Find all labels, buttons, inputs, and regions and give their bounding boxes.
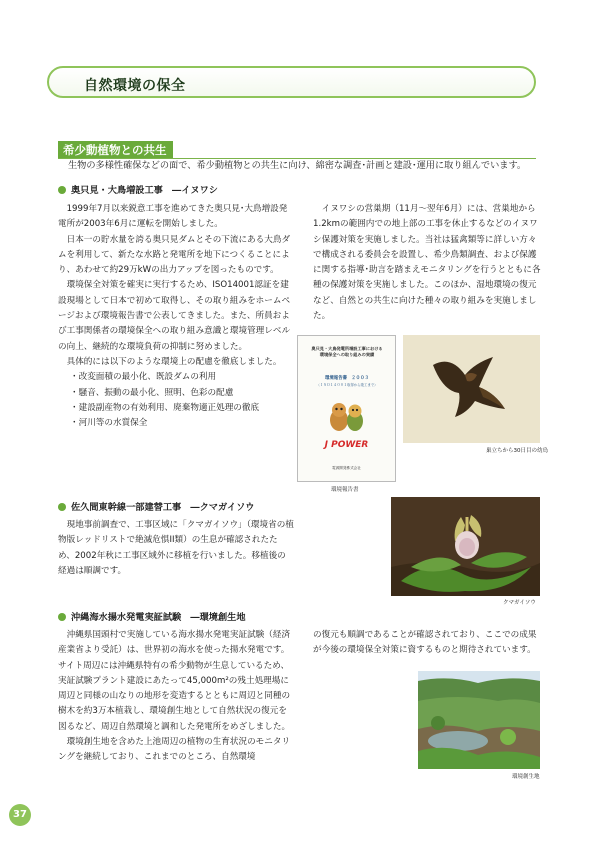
subsection-heading-okutadami: [58, 184, 218, 197]
golden-eagle-image: [403, 335, 540, 443]
section-label: 希少動植物との共生: [58, 141, 173, 159]
okutadami-body: [58, 202, 294, 431]
report-cover-publisher: 電源開発株式会社: [332, 466, 361, 470]
list-item: ・改変面積の最小化、既設ダムの利用: [70, 372, 217, 383]
measures-list: [58, 370, 294, 431]
eagle-caption: 巣立ちから30日目の幼鳥: [486, 448, 548, 454]
okutadami-right-text: イヌワシの営巣期（11月～翌年6月）には、営巣地から1.2kmの範囲内での地上部の工事を休止するなどのイヌワシ保護対策を実施しました。当社は猛禽類等に詳しい方々で構成される委員会を設置し、希少鳥類調査、および保護に関する指導･助言を踏まえモニタリングを行うとともに各種の保護対策を実施しました。このほか、湿地環境の復元など、自然との共生に向けた種々の取り組みを実施しました。: [313, 204, 541, 322]
wetland-image: [418, 671, 540, 769]
report-cover-title: 奥只見・大鳥発電所増設工事における: [311, 346, 383, 351]
orchid-photo: [391, 497, 540, 596]
subsection-heading-sakuma: [58, 501, 254, 514]
kumagaiso-orchid-image: [391, 497, 540, 596]
paragraph: 環境保全対策を確実に実行するため、ISO14001認証を建設現場として日本で初めて取得し、その取り組みをホームページおよび環境報告書で公表してきました。また、所員および工事関係者の環境保全への取り組み意識と環境管理レベルの向上、継続的な環境負荷の抑制に努めました。: [58, 280, 291, 352]
sakuma-body: 現地事前調査で、工事区域に「クマガイソウ」（環境省の植物版レッドリストで絶滅危惧II類）の生息が確認されたため、2002年秋に工事区域外に移植を行いました。移植後の経過は順調です。: [58, 520, 294, 576]
paragraph: 日本一の貯水量を誇る奥只見ダムとその下流にある大鳥ダムを利用して、新たな水路と発電所を地下につくることにより、あわせて約29万kWの出力アップを図ったものです。: [58, 234, 291, 276]
page-number: 37: [9, 804, 31, 826]
section-intro: 生物の多様性確保などの面で、希少動植物との共生に向け、綿密な調査･計画と建設･運用に取り組んでいます。: [68, 160, 527, 171]
bullet-icon: [58, 503, 66, 511]
report-caption: 環境報告書: [331, 487, 359, 493]
subsection-heading-text: 佐久間東幹線一部建替工事 ―クマガイソウ: [71, 502, 255, 513]
okinawa-right-text: の復元も順調であることが確認されており、ここでの成果が今後の環境保全対策に資するものと期待されています。: [313, 630, 537, 656]
subsection-heading-okinawa: [58, 611, 246, 624]
list-item: ・河川等の水質保全: [70, 418, 148, 429]
report-cover-image: [297, 335, 396, 482]
report-cover-subtitle: 環境保全への取り組みの実績: [319, 352, 375, 357]
paragraph: 1999年7月以来鋭意工事を進めてきた奥只見･大鳥増設発電所が2003年6月に運転を開始しました。: [58, 204, 288, 230]
okinawa-body: [58, 628, 294, 766]
list-item: ・騒音、振動の最小化、照明、色彩の配慮: [70, 387, 234, 398]
orchid-caption: クマガイソウ: [503, 600, 536, 606]
report-cover-year: 環境報告書 ２００３: [325, 376, 369, 381]
subsection-heading-text: 奥只見・大鳥増設工事 ―イヌワシ: [71, 185, 218, 196]
report-cover-note: （ＩＳＯ１４００１取得から竣工まで）: [316, 383, 378, 387]
paragraph: 環境創生地を含めた上池周辺の植物の生育状況のモニタリングを継続しており、これまでのところ、自然環境: [58, 737, 291, 763]
paragraph: 沖縄県国頭村で実施している海水揚水発電実証試験（経済産業省より受託）は、世界初の海水を使った揚水発電です。サイト周辺には沖縄県特有の希少動物が生息しているため、実証試験プラント建設にあたって45,000m²の残土処理場に周辺と同様の山なりの地形を変造するとともに周辺と同種の樹木を約3万本植栽し、環境創生地として自然状況の復元を図るなど、周辺自然環境と調和した発電所をめざしました。: [58, 630, 291, 732]
wetland-caption: 環境創生地: [512, 774, 540, 780]
list-item: ・建設副産物の有効利用、廃棄物適正処理の徹底: [70, 402, 260, 413]
bullet-icon: [58, 186, 66, 194]
eagle-photo: [403, 335, 540, 443]
mascot-illustration: [326, 398, 368, 434]
paragraph: 具体的には以下のような環境上の配慮を徹底しました。: [66, 356, 282, 367]
bullet-icon: [58, 613, 66, 621]
jpower-logo: J POWER: [324, 440, 369, 450]
environment-creation-photo: [418, 671, 540, 769]
page-title: 自然環境の保全: [84, 78, 186, 94]
subsection-heading-text: 沖縄海水揚水発電実証試験 ―環境創生地: [71, 612, 246, 623]
